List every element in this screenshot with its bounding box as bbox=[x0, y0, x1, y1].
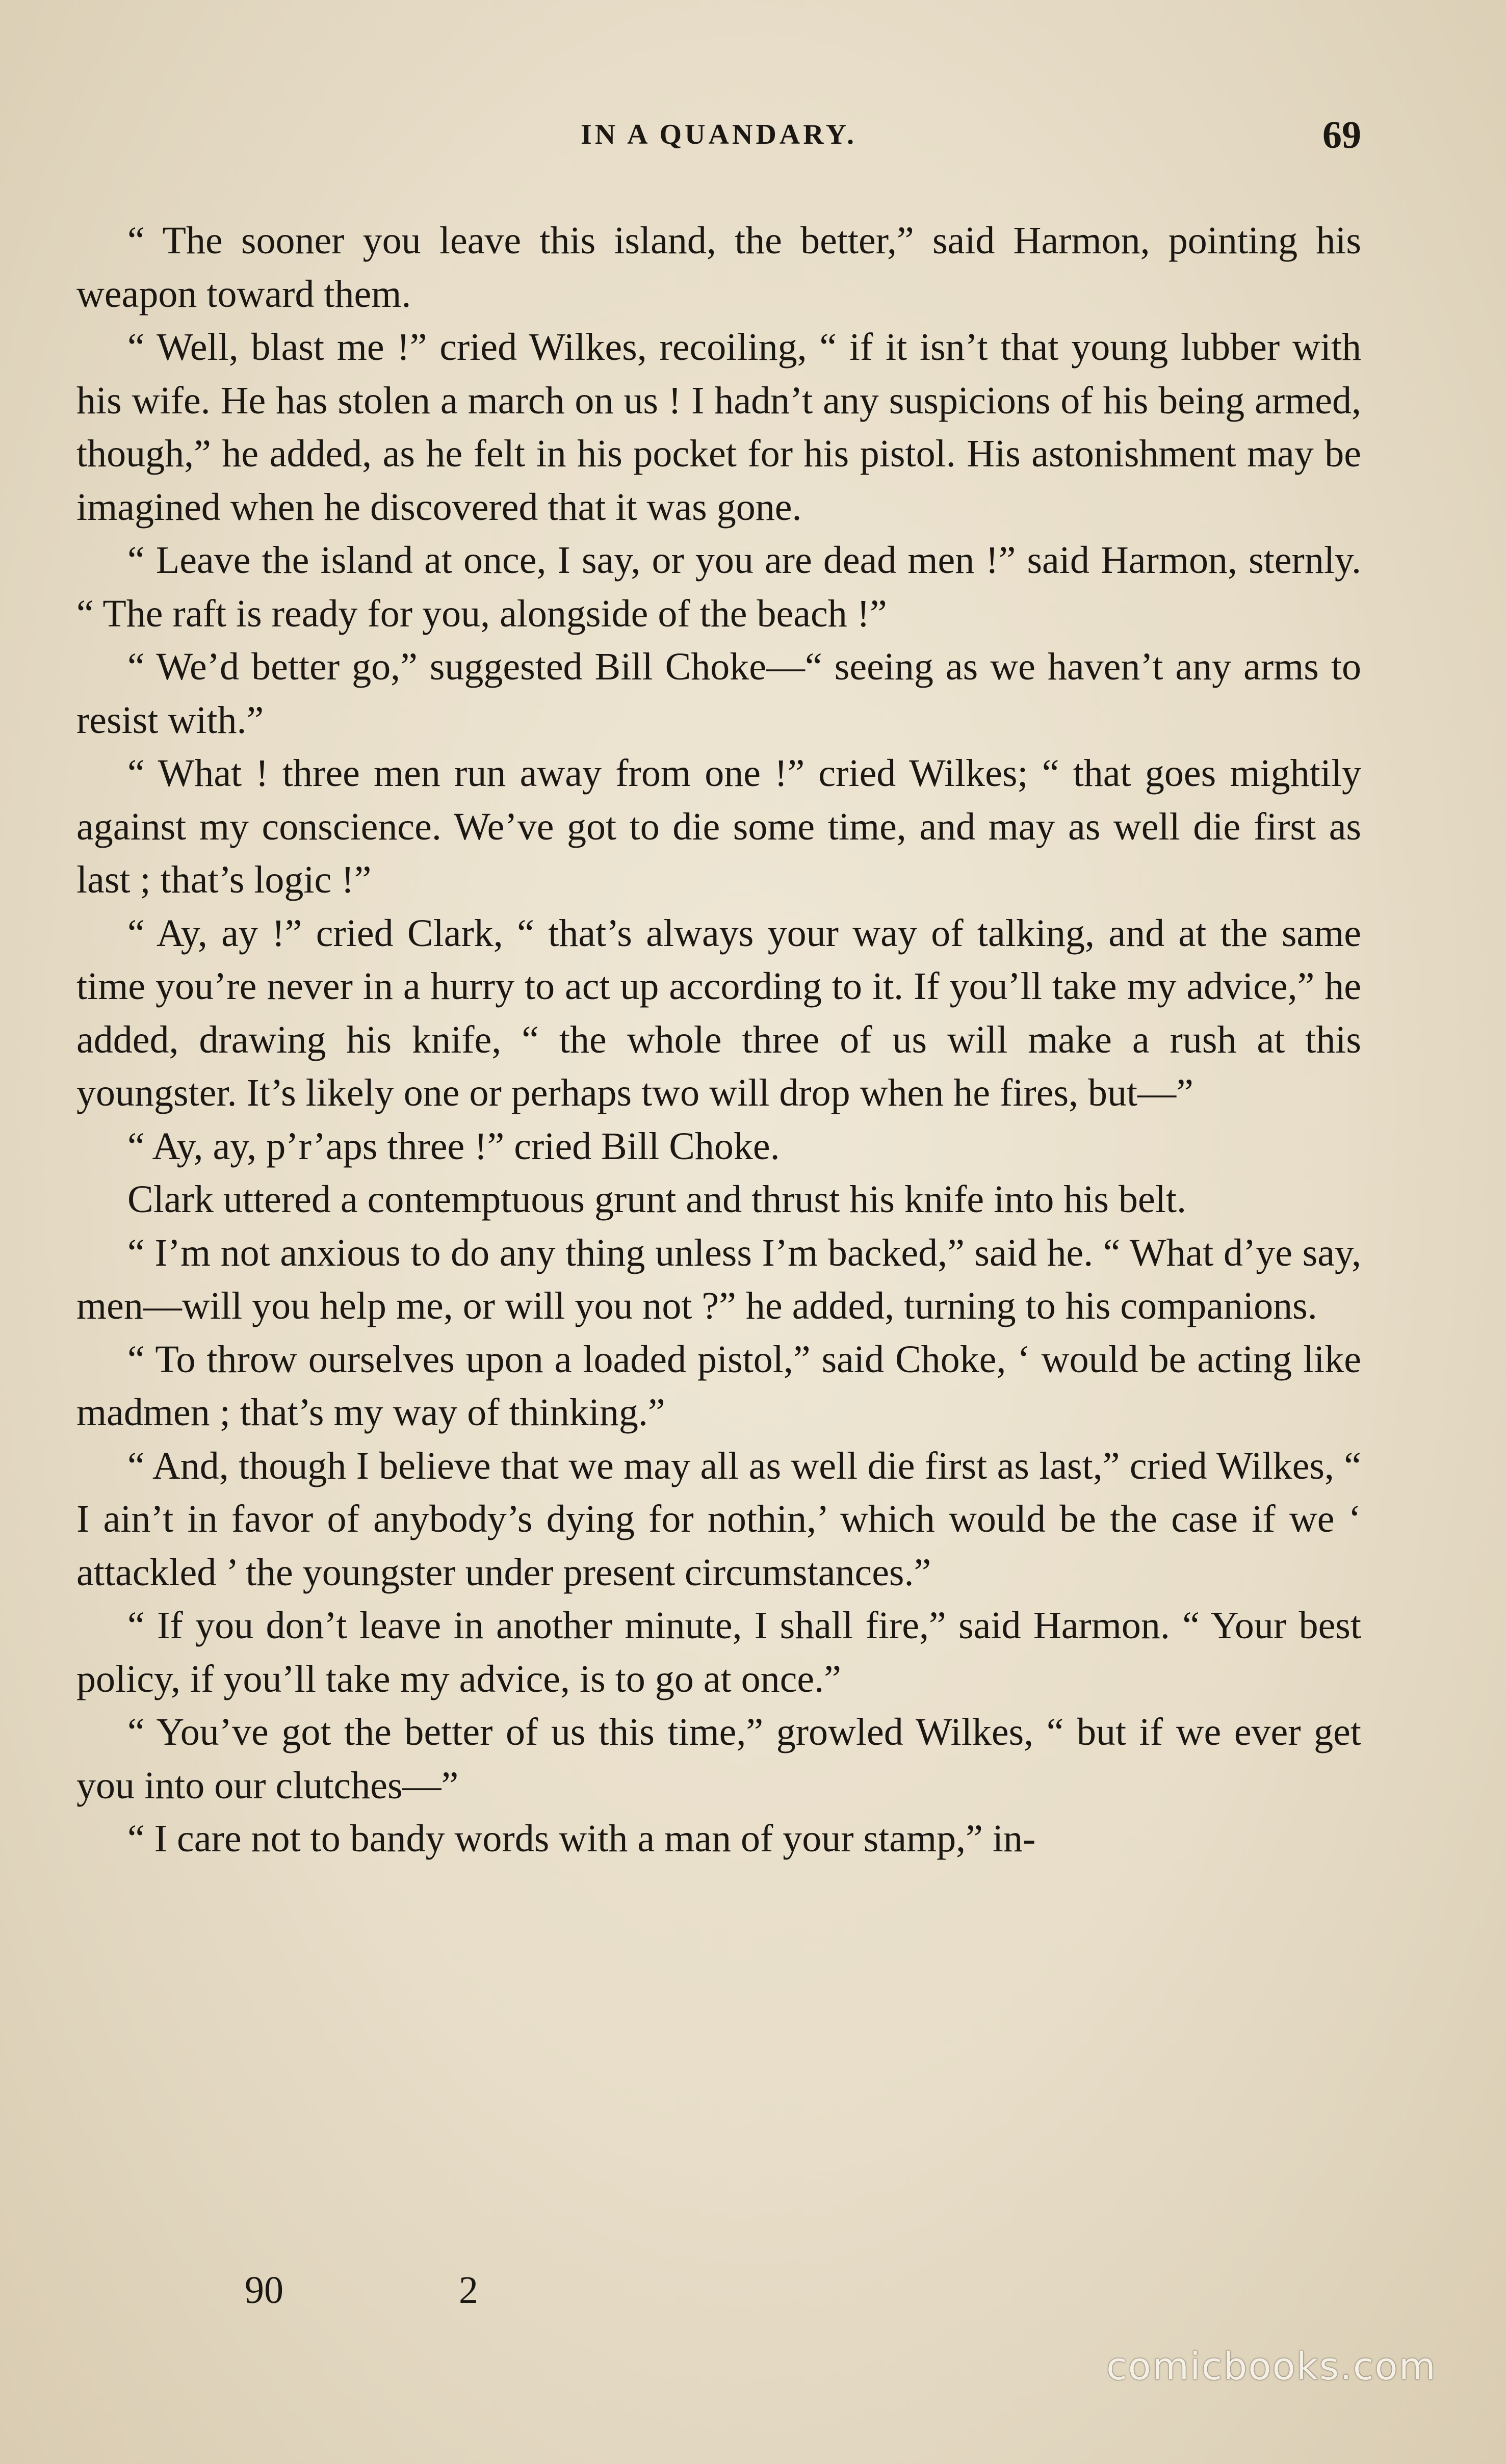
paragraph: “ You’ve got the better of us this time,” growled Wilkes, “ but if we ever get you into our clutches—” bbox=[76, 1711, 1361, 1807]
paragraph: “ Ay, ay, p’r’aps three !” cried Bill Choke. bbox=[127, 1124, 780, 1168]
paragraph: “ If you don’t leave in another minute, I shall fire,” said Harmon. “ Your best policy, if you’ll take my advice, is to go at once.” bbox=[76, 1604, 1361, 1700]
paragraph: Clark uttered a contemptuous grunt and thrust his knife into his belt. bbox=[127, 1178, 1186, 1221]
paragraph: “ The sooner you leave this island, the better,” said Harmon, pointing his weapon toward them. bbox=[76, 219, 1361, 316]
paragraph: “ To throw ourselves upon a loaded pistol,” said Choke, ‘ would be acting like madmen ; that’s my way of thinking.” bbox=[76, 1338, 1361, 1434]
sheet-number: 2 bbox=[459, 2269, 478, 2312]
running-head bbox=[76, 114, 1361, 164]
paragraph: “ And, though I believe that we may all as well die first as last,” cried Wilkes, “ I ain’t in favor of anybody’s dying for nothin,’ which would be the case if we ‘ attackled ’ the youngster under present circumstances.” bbox=[76, 1444, 1361, 1594]
paragraph: “ I care not to bandy words with a man of your stamp,” in- bbox=[127, 1817, 1036, 1860]
paragraph: “ I’m not anxious to do any thing unless I’m backed,” said he. “ What d’ye say, men—will you help me, or will you not ?” he added, turning to his companions. bbox=[76, 1231, 1361, 1327]
body-text bbox=[76, 214, 1361, 1866]
paragraph: “ Well, blast me !” cried Wilkes, recoiling, “ if it isn’t that young lubber with his wife. He has stolen a march on us ! I hadn’t any suspicions of his being armed, though,” he added, as he felt in his pocket for his pistol. His astonishment may be imagined when he discovered that it was gone. bbox=[76, 326, 1361, 529]
page-number: 69 bbox=[1322, 114, 1361, 156]
watermark: comicbooks.com bbox=[1106, 2345, 1437, 2389]
paragraph: “ Ay, ay !” cried Clark, “ that’s always your way of talking, and at the same time you’re never in a hurry to act up according to it. If you’ll take my advice,” he added, drawing his knife, “ the whole three of us will make a rush at this youngster. It’s likely one or perhaps two will drop when he fires, but—” bbox=[76, 911, 1361, 1114]
signature-mark: 90 bbox=[245, 2269, 283, 2312]
paragraph: “ Leave the island at once, I say, or you are dead men !” said Harmon, sternly. “ The raft is ready for you, alongside of the beach !” bbox=[76, 539, 1361, 635]
page-footer bbox=[245, 2268, 602, 2319]
running-title: IN A QUANDARY. bbox=[580, 119, 858, 150]
paragraph: “ We’d better go,” suggested Bill Choke—“ seeing as we haven’t any arms to resist with.” bbox=[76, 645, 1361, 742]
paragraph: “ What ! three men run away from one !” cried Wilkes; “ that goes mightily against my conscience. We’ve got to die some time, and may as well die first as last ; that’s logic !” bbox=[76, 752, 1361, 901]
